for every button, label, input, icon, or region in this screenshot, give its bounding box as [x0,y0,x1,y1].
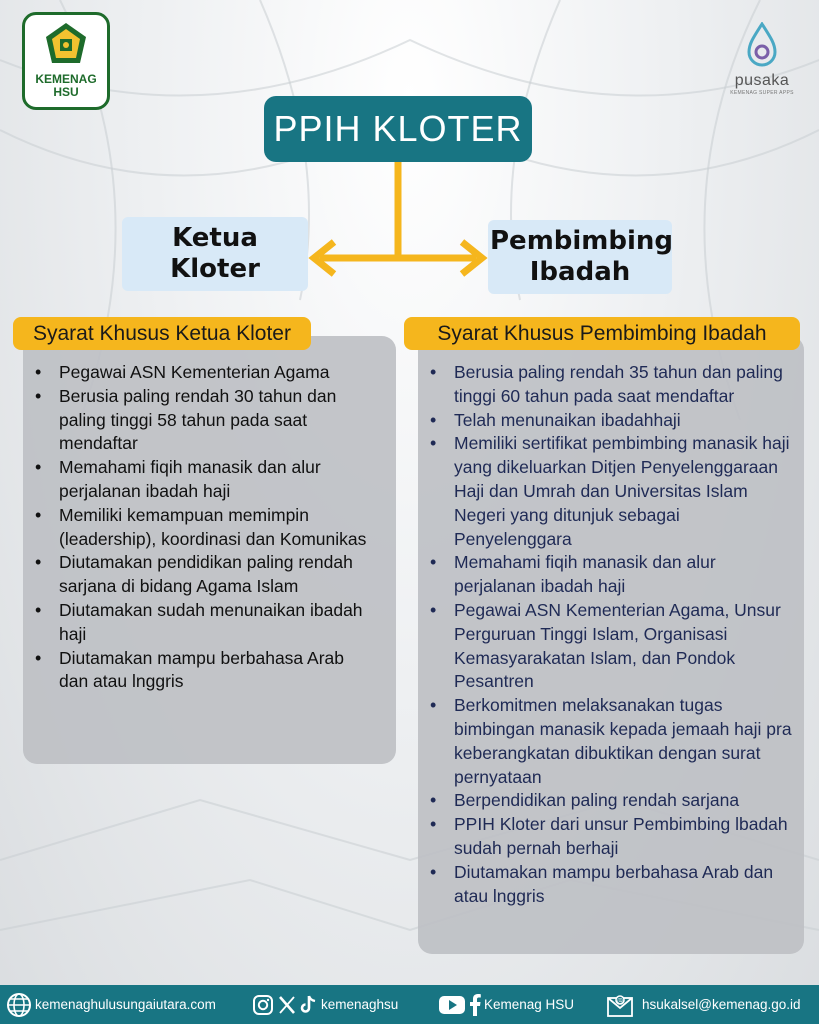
facebook-icon [469,994,481,1016]
role-pembimbing-ibadah [488,220,672,294]
footer-website-text: kemenaghulusungaiutara.com [35,997,216,1012]
kemenag-logo [22,12,110,110]
pusaka-drop-icon [745,22,779,70]
logo-line2: HSU [53,85,79,99]
youtube-icon [438,995,466,1015]
footer-social[interactable] [252,985,398,1024]
pusaka-tagline: KEMENAG SUPER APPS [730,90,794,96]
list-item: • Telah menunaikan ibadahhaji [422,409,794,433]
list-item: • Diutamakan mampu berbahasa Arab dan atau lnggris [27,647,377,695]
email-icon [606,992,634,1018]
footer-bar [0,985,819,1024]
list-item: • Berusia paling rendah 35 tahun dan paling tinggi 60 tahun pada saat mendaftar [422,361,794,409]
globe-icon [6,992,32,1018]
footer-youtube-text: Kemenag HSU [484,997,575,1012]
svg-text:@: @ [617,997,623,1004]
list-item: • PPIH Kloter dari unsur Pembimbing lbadah sudah pernah berhaji [422,813,794,861]
page-title: PPIH KLOTER [264,96,532,162]
list-item: • Berusia paling rendah 30 tahun dan paling tinggi 58 tahun pada saat mendaftar [27,385,377,456]
list-item: • Diutamakan mampu berbahasa Arab dan atau lnggris [422,861,794,909]
pusaka-logo [722,22,802,96]
list-item: • Memiliki sertifikat pembimbing manasik haji yang dikeluarkan Ditjen Penyelenggaraan Haji dan Umrah dan Universitas Islam Negeri yang ditunjuk sebagai Penyelenggara [422,432,794,551]
footer-youtube-facebook[interactable] [438,985,574,1024]
role-right-label: Pembimbing Ibadah [490,226,674,287]
pusaka-name: pusaka [734,72,790,89]
left-section-header: Syarat Khusus Ketua Kloter [13,317,311,350]
footer-email-text: hsukalsel@kemenag.go.id [642,997,801,1012]
list-item: • Diutamakan pendidikan paling rendah sarjana di bidang Agama Islam [27,551,377,599]
list-item: • Pegawai ASN Kementerian Agama [27,361,377,385]
list-item: • Pegawai ASN Kementerian Agama, Unsur Perguruan Tinggi Islam, Organisasi Kemasyarakatan Islam, dan Pondok Pesantren [422,599,794,694]
role-left-label: Ketua Kloter [170,223,260,284]
list-item: • Berpendidikan paling rendah sarjana [422,789,794,813]
list-item: • Diutamakan sudah menunaikan ibadah haji [27,599,377,647]
right-section-header: Syarat Khusus Pembimbing Ibadah [404,317,800,350]
footer-email[interactable] [606,985,801,1024]
right-requirements-list [422,361,794,908]
instagram-icon [252,994,274,1016]
kemenag-emblem-icon [42,21,90,69]
footer-social-text: kemenaghsu [321,997,399,1012]
tiktok-icon [300,994,318,1016]
list-item: • Memahami fiqih manasik dan alur perjalanan ibadah haji [27,456,377,504]
footer-website[interactable] [6,985,216,1024]
x-twitter-icon [277,995,297,1015]
role-ketua-kloter [122,217,308,291]
list-item: • Memahami fiqih manasik dan alur perjalanan ibadah haji [422,551,794,599]
left-requirements-list [27,361,377,694]
list-item: • Berkomitmen melaksanakan tugas bimbingan manasik kepada jemaah haji pra keberangkatan dibuktikan dengan surat pernyataan [422,694,794,789]
list-item: • Memiliki kemampuan memimpin (leadership), koordinasi dan Komunikas [27,504,377,552]
logo-line1: KEMENAG [35,72,97,86]
